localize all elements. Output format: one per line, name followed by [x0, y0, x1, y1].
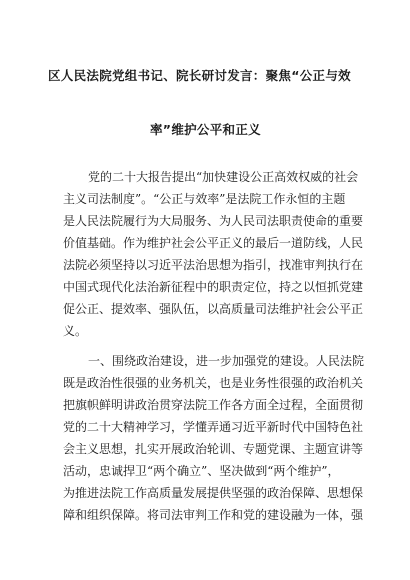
document-title-line-1: 区人民法院党组书记、院长研讨发言：聚焦“公正与效 — [48, 68, 351, 83]
body-line: 障和组织保障。将司法审判工作和党的建设融为一体，强 — [63, 508, 364, 522]
body-line: 义。 — [63, 324, 88, 338]
body-line: 一、围绕政治建设，进一步加强党的建设。人民法院 — [88, 354, 365, 368]
body-line: 把旗帜鲜明讲政治贯穿法院工作各方面全过程，全面贯彻 — [63, 398, 364, 412]
body-line: 党的二十大精神学习，学懂弄通习近平新时代中国特色社 — [63, 420, 364, 434]
body-line: 活动，忠诚捍卫“两个确立”、坚决做到“两个维护”， — [63, 464, 340, 478]
document-title-line-2: 率”维护公平和正义 — [150, 122, 261, 137]
body-line: 法院必须坚持以习近平法治思想为指引，找准审判执行在 — [63, 258, 364, 272]
body-line: 党的二十大报告提出“加快建设公正高效权威的社会 — [88, 170, 359, 184]
body-line: 中国式现代化法治新征程中的职责定位，持之以恒抓党建 — [63, 280, 364, 294]
body-line: 既是政治性很强的业务机关，也是业务性很强的政治机关 — [63, 376, 364, 390]
body-line: 主义司法制度”。“公正与效率”是法院工作永恒的主题 — [63, 192, 346, 206]
body-line: 促公正、提效率、强队伍，以高质量司法维护社会公平正 — [63, 302, 364, 316]
body-line: 价值基础。作为维护社会公平正义的最后一道防线，人民 — [63, 236, 364, 250]
body-line: 会主义思想，扎实开展政治轮训、专题党课、主题宣讲等 — [63, 442, 364, 456]
body-line: 是人民法院履行为大局服务、为人民司法职责使命的重要 — [63, 214, 364, 228]
body-line: 为推进法院工作高质量发展提供坚强的政治保障、思想保 — [63, 486, 364, 500]
